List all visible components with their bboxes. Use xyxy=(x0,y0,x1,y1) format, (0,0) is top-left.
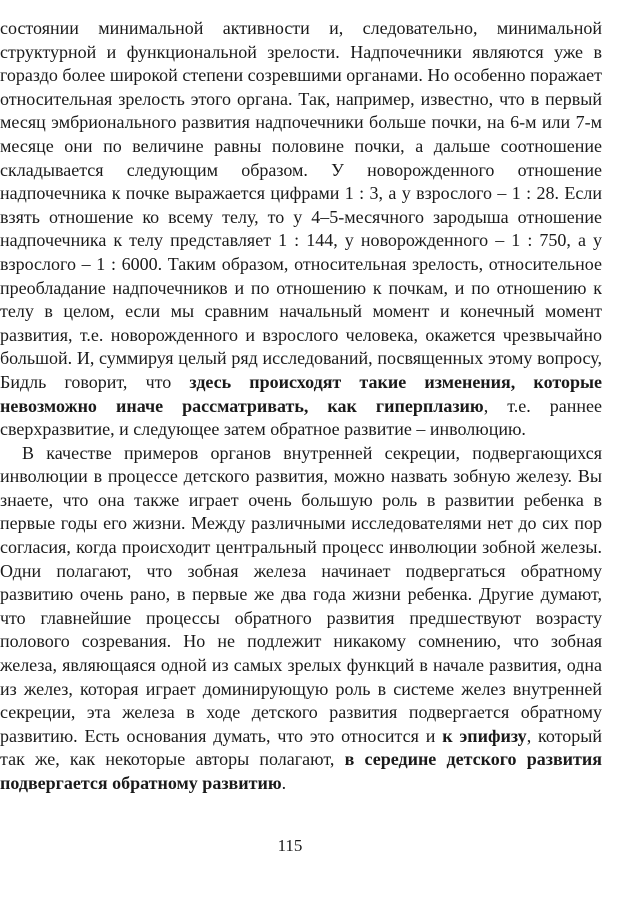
paragraph-2-text-b: , который так же, как некоторые авторы полагают, xyxy=(0,725,603,770)
paragraph-2-text-c: . xyxy=(281,773,287,793)
paragraph-2-text-a: В качестве примеров органов внутренней секреции, подвергающихся инволюции в процессе детского развития, можно назвать зобную железу. Вы знаете, что она также играет очень большую роль в развитии ребенка в первые годы его жизни. Между различными исследователями нет до сих пор согласия, когда происходит центральный процесс инволюции зобной железы. Одни полагают, что зобная железа начинает подвергаться обратному развитию очень рано, в первые же два года жизни ребенка. Другие думают, что главнейшие процессы обратного развития предшествуют возрасту полового созревания. Но не подлежит никакому сомнению, что зобная железа, являющаяся одной из самых зрелых функций в начале развития, одна из желез, которая играет доминирующую роль в системе желез внутренней секреции, эта железа в ходе детского развития подвергается обратному развитию. Есть основания думать, что это относится и xyxy=(0,442,602,746)
paragraph-1-text-b: , т.е. раннее сверхразвитие, и следующее затем обратное развитие – инволюцию. xyxy=(0,395,602,440)
paragraph-2-bold-a: к эпифизу xyxy=(442,725,527,746)
paragraph-2-bold-b: в середине детского развития подвергается обратному развитию xyxy=(0,749,602,793)
paragraph-1-text-a: состоянии минимальной активности и, следовательно, минимальной структурной и функциональной зрелости. Надпочечники являются уже в гораздо более широкой степени созревшими органами. Но особенно поражает относительная зрелость этого органа. Так, например, известно, что в первый месяц эмбрионального развития надпочечники больше почки, на 6-м или 7-м месяце они по величине равны половине почки, а дальше соотношение складывается следующим образом. У новорожденного отношение надпочечника к почке выражается цифрами 1 : 3, а у взрослого – 1 : 28. Если взять отношение ко всему телу, то у 4–5-месячного зародыша отношение надпочечника к телу представляет 1 : 144, у новорожденного – 1 : 750, а у взрослого – 1 : 6000. Таким образом, относительная зрелость, относительное преобладание надпочечников и по отношению к почкам, и по отношению к телу в целом, если мы сравним начальный момент и конечный момент развития, т.е. новорожденного и взрослого человека, окажется чрезвычайно большой. И, суммируя целый ряд исследований, посвященных этому вопросу, Бидль говорит, что xyxy=(0,18,602,392)
paragraph-1-bold-a: здесь происходят такие изменения, которые невозможно иначе рассматривать, как гиперплазию xyxy=(0,371,602,416)
paragraph-1 xyxy=(0,17,602,442)
body-text xyxy=(0,17,602,796)
page-number: 115 xyxy=(277,836,303,855)
paragraph-2 xyxy=(0,442,602,796)
